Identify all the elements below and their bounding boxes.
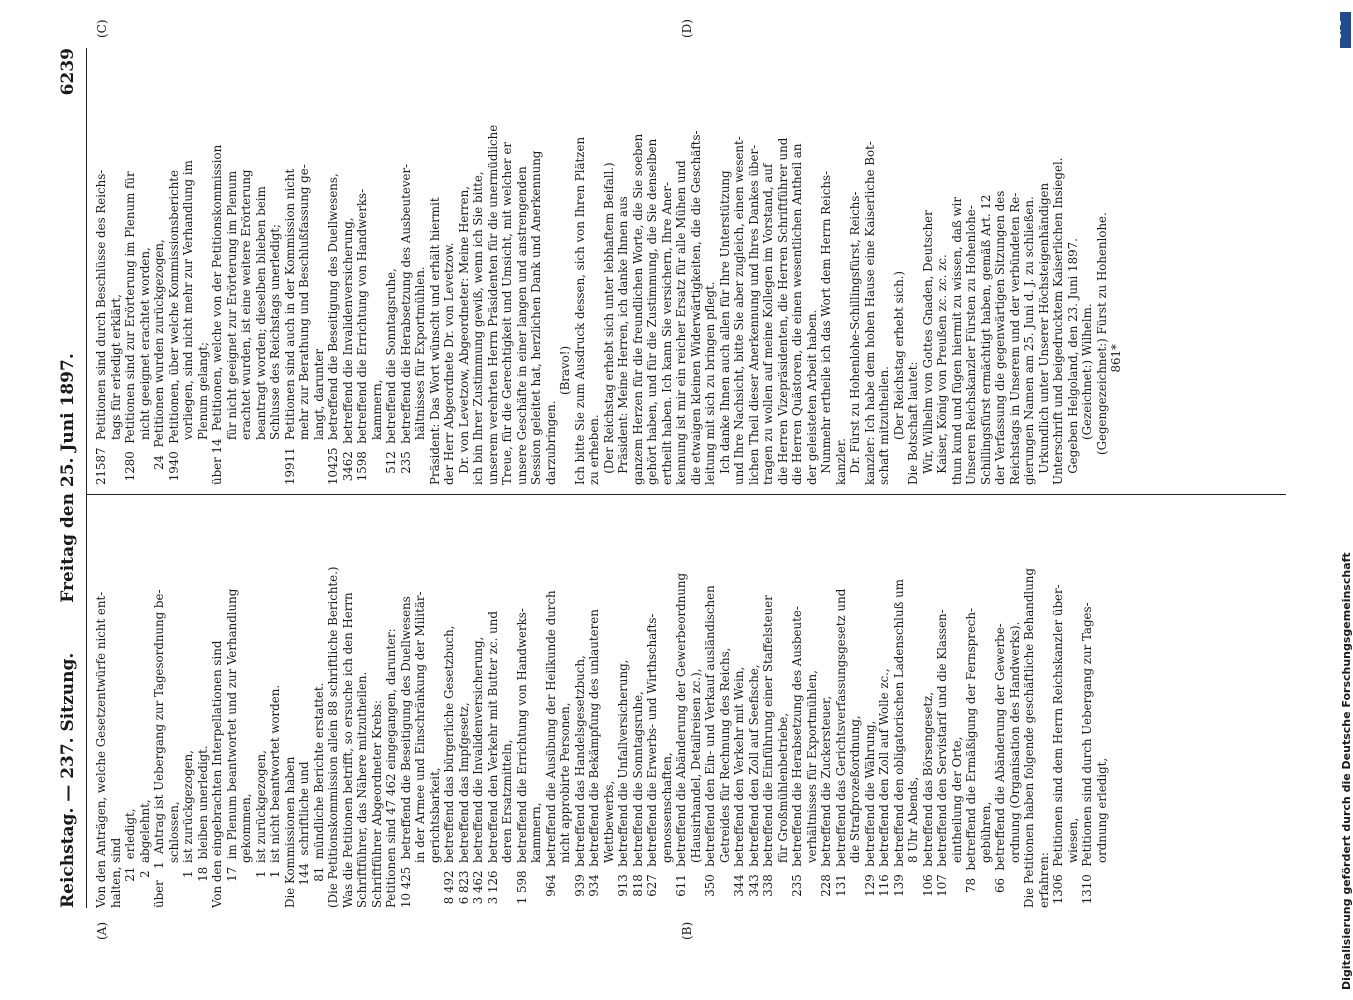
text-line: kammern, (529, 802, 543, 908)
text-line: Von den Anträgen, welche Gesetzentwürfe nicht ent- (94, 591, 108, 908)
text-line: 129 betreffend die Währung, (862, 720, 877, 908)
text-line: Ich danke Ihnen auch allen für Ihre Unterstützung (717, 170, 732, 485)
text-line: 344 betreffend den Verkehr mit Wein, (732, 666, 746, 908)
text-line: 913 betreffend die Unfallversicherung, (616, 659, 630, 908)
text-line: 1940 Petitionen, über welche Kommissionsberichte (166, 169, 181, 485)
text-line: schaft mitzutheilen. (877, 366, 891, 485)
text-line: Schillingsfürst ermächtigt haben, gemäß Art. 12 (978, 194, 993, 485)
text-line: erachtet wurden, ist eine weitere Erörterung (239, 169, 253, 485)
text-line: 8 492 betreffend das bürgerliche Gesetzbuch, (442, 625, 456, 908)
text-line: tragen zu wollen auf meine Kollegen im Vorstand, auf (761, 163, 775, 485)
text-line: 611 betreffend die Abänderung der Gewerbeordnung (674, 572, 688, 908)
text-line: 17 im Plenum beantwortet und zur Verhandlung (224, 588, 239, 908)
text-line: (Hausirhandel, Detailreisen zc.), (688, 668, 703, 908)
text-line: mehr zur Berathung und Beschlußfassung ge- (297, 164, 311, 485)
text-line: verhältnisses für Exportmühlen, (804, 670, 819, 908)
text-line: 338 betreffend die Einführung einer Staffelsteuer (761, 595, 775, 908)
text-line: 81 mündliche Berichte erstattet. (311, 682, 326, 908)
text-line: 228 betreffend die Zuckersteuer, (819, 695, 833, 908)
text-line: Unterschrift und beigedrucktem Kaiserlichen Insiegel. (1051, 157, 1065, 485)
margin-marker-a: (A) (95, 921, 109, 940)
text-line: ertheilt haben. Ich kann Sie versichern, Ihre Aner- (659, 182, 674, 485)
dfg-logo-text: DFG (1333, 20, 1343, 39)
text-line: halten, sind (108, 837, 123, 908)
text-line: langt, darunter (311, 349, 326, 485)
right-column (94, 45, 1284, 485)
text-line: 964 betreffend die Ausübung der Heilkunde durch (543, 590, 558, 908)
text-line: Dr. Fürst zu Hohenlohe-Schillingsfürst, Reichs- (848, 191, 862, 485)
text-line: 21587 Petitionen sind durch Beschlüsse des Reichs- (94, 169, 108, 485)
text-line: Dr. von Levetzow, Abgeordneter: Meine Herren, (456, 186, 471, 485)
text-line: und Ihre Nachsicht, bitte Sie aber zugleich, einen wesent- (732, 136, 746, 485)
text-line: 139 betreffend den obligatorischen Ladenschluß um (891, 579, 906, 908)
text-line: 6 823 betreffend das Impfgesetz, (456, 702, 471, 908)
text-line: 343 betreffend den Zoll auf Seefische, (746, 664, 761, 908)
text-line: ordnung (Organisation des Handwerks). (1007, 621, 1022, 908)
text-line: Wir, Wilhelm von Gottes Gnaden, Deutscher (920, 210, 935, 485)
header-date: Freitag den 25. Juni 1897. (58, 353, 78, 603)
left-column (94, 500, 1284, 908)
page-header (58, 48, 84, 908)
text-line: 1 ist nicht beantwortet worden. (268, 684, 282, 908)
header-rule (86, 48, 87, 908)
text-line: Die Petitionen haben folgende geschäftliche Behandlung (1022, 568, 1036, 908)
text-line: Getreides für Rechnung des Reichs, (717, 647, 732, 908)
text-line: kennung ist mir ein reicher Ersatz für alle Mühen und (674, 160, 688, 485)
text-line: unserem verehrten Herrn Präsidenten für die unermüdliche (485, 124, 500, 485)
text-line: thun kund und fügen hiermit zu wissen, daß wir (949, 196, 964, 485)
text-line: ordnung erledigt, (1094, 757, 1109, 908)
text-line: Schriftführer, das Nähere mitzutheilen. (355, 671, 369, 908)
text-line: wiesen, (1065, 817, 1080, 908)
text-line: genossenschaften, (659, 752, 674, 908)
text-line: darzubringen. (543, 400, 558, 485)
text-line: 1598 betreffend die Errichtung von Handwerks- (355, 188, 369, 485)
text-line: deren Ersatzmitteln, (500, 739, 514, 908)
text-line: gebühren, (978, 801, 993, 908)
text-line: über 1 Antrag ist Uebergang zur Tagesordnung be- (152, 589, 166, 908)
text-line: die Herren Quästoren, die einen wesentlichen Antheil an (790, 143, 804, 485)
text-line: 144 schriftliche und (297, 761, 311, 908)
text-line: 235 betreffend die Herabsetzung des Ausbeutever- (398, 163, 413, 485)
text-line: Schriftführer Abgeordneter Krebs: (369, 700, 384, 908)
text-line: (Bravo!) (558, 345, 572, 485)
text-line: erfahren: (1036, 852, 1051, 908)
text-line: 1 ist zurückgezogen, (181, 750, 195, 908)
text-line: die Strafprozeßordnung, (848, 715, 862, 908)
text-line: Unseren Reichskanzler Fürsten zu Hohenlohe- (964, 205, 978, 485)
text-line: schlossen, (166, 801, 181, 908)
text-line: Session geleitet hat, herzlichen Dank und Anerkennung (529, 150, 543, 485)
text-line: (Gegengezeichnet:) Fürst zu Hohenlohe. (1094, 212, 1109, 485)
dfg-logo (1333, 12, 1351, 48)
text-line: (Gezeichnet:) Wilhelm. (1080, 303, 1094, 485)
text-line: Petitionen sind 47 462 eingegangen, darunter: (384, 628, 398, 908)
header-session: Reichstag. — 237. Sitzung. (58, 652, 78, 908)
text-line: 1310 Petitionen sind durch Uebergang zur Tages- (1080, 602, 1094, 908)
text-line: Die Botschaft lautet: (906, 361, 920, 485)
text-line: zu erheben. (587, 414, 601, 485)
text-line: der Verfassung die gegenwärtigen Sitzungen des (993, 190, 1007, 485)
text-line: 107 betreffend den Servistarif und die Klassen- (935, 609, 949, 908)
text-line: gehört haben, und für die Zustimmung, die Sie denselben (645, 138, 659, 485)
text-line: die Herren Vizepräsidenten, die Herren Schriftführer und (775, 137, 790, 485)
text-line: hältnisses für Exportmühlen. (413, 266, 427, 485)
text-line: Schlusse des Reichstags unerledigt; (268, 223, 282, 485)
text-line: für Großmühlenbetriebe, (775, 712, 790, 908)
text-line: 1 ist zurückgezogen, (253, 750, 268, 908)
text-line: beantragt worden; dieselben blieben beim (253, 186, 268, 485)
text-line: kammern, (369, 379, 384, 485)
text-line: Gegeben Helgoland, den 23. Juni 1897. (1065, 238, 1080, 485)
text-line: Urkundlich unter Unserer Höchsteigenhändigen (1036, 182, 1051, 485)
text-line: Plenum gelangt; (195, 341, 210, 485)
text-line: 10 425 betreffend die Beseitigung des Duellwesens (398, 596, 413, 908)
text-line: 1280 Petitionen sind zur Erörterung im Plenum für (123, 171, 137, 485)
text-line: 3462 betreffend die Invalidenversicherung, (340, 217, 355, 485)
text-line: nicht geeignet erachtet worden, (137, 247, 152, 485)
text-line: 235 betreffend die Herabsetzung des Ausbeute- (790, 606, 804, 908)
text-line: 818 betreffend die Sonntagsruhe, (630, 691, 645, 908)
text-line: lichen Theil dieser Anerkennung und Ihres Dankes über- (746, 144, 761, 485)
text-line: der Herr Abgeordnete Dr. von Levetzow. (442, 242, 456, 485)
text-line: gerichtsbarkeit, (427, 767, 442, 908)
text-line: leitung mit sich zu bringen pflegt. (703, 281, 717, 485)
text-line: Wettbewerbs, (601, 780, 616, 908)
text-line: Was die Petitionen betrifft, so ersuche ich den Herrn (340, 592, 355, 908)
text-line: 3 126 betreffend den Verkehr mit Butter zc. und (485, 611, 500, 908)
text-line: 131 betreffend das Gerichtsverfassungsgesetz und (833, 588, 848, 908)
text-line: 939 betreffend das Handelsgesetzbuch, (572, 655, 587, 908)
text-line: 350 betreffend den Ein- und Verkauf ausländischen (703, 585, 717, 908)
text-line: 18 bleiben unerledigt. (195, 745, 210, 908)
text-line: 3 462 betreffend die Invalidenversicherung, (471, 636, 485, 908)
text-line: (Der Reichstag erhebt sich unter lebhaftem Beifall.) (601, 162, 616, 485)
text-line: Nunmehr ertheile ich das Wort dem Herrn Reichs- (819, 170, 833, 485)
text-line: Ich bitte Sie zum Ausdruck dessen, sich von Ihren Plätzen (572, 136, 587, 485)
text-line: 2 abgelehnt, (137, 799, 152, 908)
digitization-credit: Digitalisierung gefördert durch die Deutsche Forschungsgemeinschaft (1340, 552, 1353, 990)
text-line: 1 598 betreffend die Errichtung von Handwerks- (514, 608, 529, 908)
text-line: kanzler. (833, 438, 848, 485)
text-line: nicht approbirte Personen, (558, 702, 572, 908)
text-line: 21 erledigt, (123, 808, 137, 908)
text-line: tags für erledigt erklärt, (108, 294, 123, 485)
text-line: gekommen, (239, 793, 253, 908)
text-line: 106 betreffend das Börsengesetz, (920, 691, 935, 908)
text-line: für nicht geeignet zur Erörterung im Plenum (224, 170, 239, 485)
text-line: Kaiser, König von Preußen zc. zc. zc. (935, 254, 949, 485)
text-line: 8 Uhr Abends, (906, 776, 920, 908)
text-line: (Der Reichstag erhebt sich.) (891, 270, 906, 485)
text-line: ganzem Herzen für die freundlichen Worte, die Sie soeben (630, 133, 645, 485)
text-line: 116 betreffend den Zoll auf Wolle zc., (877, 668, 891, 908)
text-line: 24 Petitionen wurden zurückgezogen, (152, 239, 166, 485)
text-line: (Die Petitionskommission allein 88 schriftliche Berichte.) (326, 566, 340, 908)
text-line: 627 betreffend die Erwerbs- und Wirthschafts- (645, 613, 659, 908)
text-line: gierungen Namen am 25. Juni d. J. zu schließen. (1022, 196, 1036, 485)
text-line: unsere Geschäfte in einer langen und anstrengenden (514, 166, 529, 485)
text-line: 78 betreffend die Ermäßigung der Fernsprech- (964, 608, 978, 908)
text-line: eintheilung der Orte, (949, 736, 964, 908)
text-line: ich bin Ihrer Zustimmung gewiß, wenn ich Sie bitte, (471, 171, 485, 485)
text-line: 1306 Petitionen sind dem Herrn Reichskanzler über- (1051, 584, 1065, 908)
text-line: über 14 Petitionen, welche von der Petitionskommission (210, 144, 224, 485)
text-line: Präsident: Meine Herren, ich danke Ihnen aus (616, 196, 630, 485)
text-line: vorliegen, sind nicht mehr zur Verhandlung im (181, 160, 195, 485)
text-line: 10425 betreffend die Beseitigung des Duellwesens, (326, 173, 340, 485)
text-line: Treue, für die Gerechtigkeit und Umsicht, mit welcher er (500, 141, 514, 485)
text-line: 934 betreffend die Bekämpfung des unlauteren (587, 609, 601, 908)
text-line: 19911 Petitionen sind auch in der Kommission nicht (282, 168, 297, 485)
text-line: Die Kommissionen haben (282, 756, 297, 908)
text-line: die etwaigen kleinen Widerwärtigkeiten, die die Geschäfts- (688, 130, 703, 485)
text-line: 861* (1109, 344, 1123, 485)
text-line: Präsident: Das Wort wünscht und erhält hiermit (427, 197, 442, 485)
text-line: 512 betreffend die Sonntagsruhe, (384, 268, 398, 485)
column-divider (86, 494, 1286, 495)
margin-marker-d: (D) (680, 19, 694, 38)
margin-marker-b: (B) (680, 921, 694, 940)
text-line: Von den eingebrachten Interpellationen sind (210, 640, 224, 908)
page-number: 6239 (58, 48, 78, 96)
text-line: kanzler: Ich habe dem hohen Hause eine Kaiserliche Bot- (862, 141, 877, 485)
text-line: 66 betreffend die Abänderung der Gewerbe- (993, 623, 1007, 908)
text-line: in der Armee und Einschränkung der Militär- (413, 591, 427, 908)
text-line: der geleisteten Arbeit haben. (804, 309, 819, 485)
margin-marker-c: (C) (95, 19, 109, 38)
text-line: Reichstags in Unserem und der verbündeten Re- (1007, 192, 1022, 485)
